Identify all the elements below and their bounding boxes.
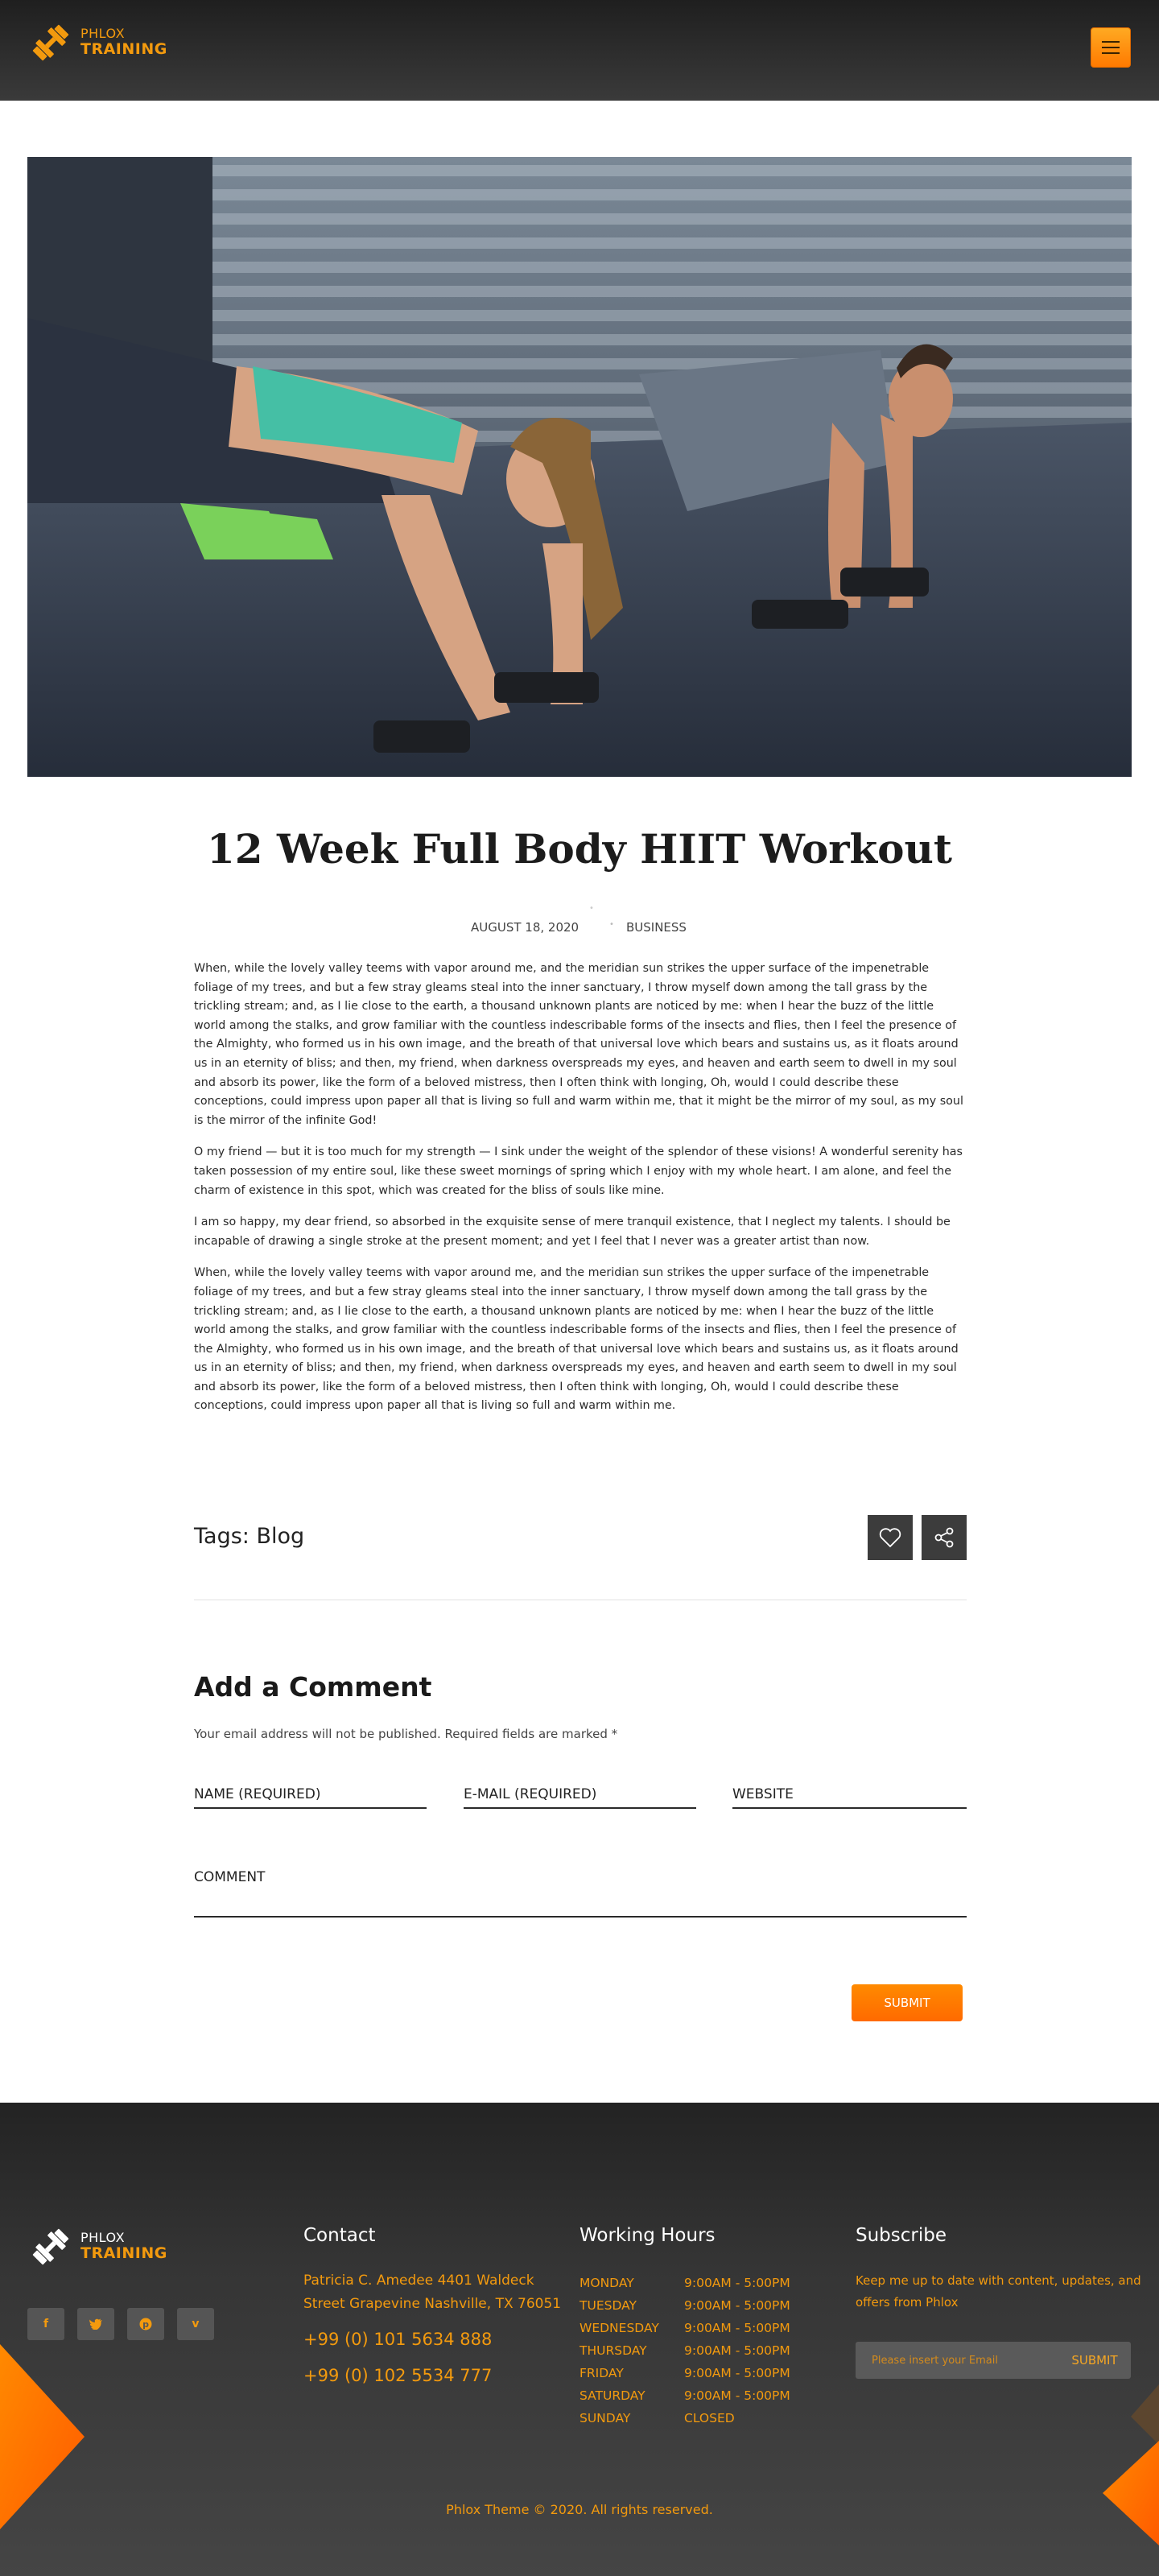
address-line: Street Grapevine Nashville, TX 76051 [303, 2296, 562, 2312]
article-paragraph: I am so happy, my dear friend, so absorbed in the exquisite sense of mere tranquil existence, that I neglect my talents. I should be incapable of drawing a single stroke at the present moment; and yet I feel that I never was a greater artist than now. [194, 1216, 951, 1248]
hours-time: 9:00AM - 5:00PM [684, 2343, 790, 2358]
phone-link[interactable]: +99 (0) 102 5534 777 [303, 2366, 493, 2385]
workout-photo [27, 157, 1132, 777]
subscribe-text: Keep me up to date with content, updates, and offers from Phlox [856, 2273, 1141, 2310]
hours-time: 9:00AM - 5:00PM [684, 2321, 790, 2335]
hero-image [27, 157, 1132, 777]
hours-day: WEDNESDAY [580, 2321, 659, 2335]
article-title: 12 Week Full Body HIIT Workout [207, 825, 952, 873]
decorative-shape [1087, 2384, 1159, 2576]
subscribe-submit-button[interactable]: SUBMIT [1058, 2342, 1131, 2379]
hours-day: TUESDAY [580, 2298, 637, 2313]
share-icon [933, 1526, 955, 1549]
decorative-shape [0, 2344, 89, 2576]
hours-day: MONDAY [580, 2276, 634, 2290]
menu-bar-icon [1102, 41, 1120, 43]
site-logo[interactable] [27, 19, 167, 66]
facebook-button[interactable] [27, 2308, 64, 2340]
article-date: AUGUST 18, 2020 [471, 920, 580, 935]
hours-row [580, 2384, 790, 2407]
contact-title: Contact [303, 2225, 376, 2246]
logo-bottom-text: TRAINING [80, 2244, 167, 2263]
hours-row [580, 2317, 790, 2339]
logo-top-text: PHLOX [80, 25, 126, 41]
comment-form-title: Add a Comment [194, 1671, 432, 1703]
share-button[interactable] [922, 1515, 967, 1560]
comment-field[interactable] [194, 1860, 967, 1918]
hours-day: SUNDAY [580, 2411, 631, 2425]
hours-row [580, 2339, 790, 2362]
hours-row [580, 2294, 790, 2317]
working-hours-title: Working Hours [580, 2225, 716, 2246]
twitter-icon [89, 2318, 102, 2330]
hours-row [580, 2362, 790, 2384]
submit-comment-button[interactable]: SUBMIT [852, 1984, 963, 2021]
menu-bar-icon [1102, 47, 1120, 48]
meta-separator: • [589, 904, 594, 913]
article-paragraph: When, while the lovely valley teems with vapor around me, and the meridian sun strikes the upper surface of the impenetrable foliage of my trees, and but a few stray gleams steal into the inner sanctuary, I throw myself down among the tall grass by the trickling stream; and, as I lie close to the earth, a thousand unknown plants are noticed by me: when I hear the buzz of the little world among the stalks, and grow familiar with the countless indescribable forms of the insects and flies, then I feel the presence of the Almighty, who formed us in his own image, and the breath of that universal love which bears and sustains us, as it floats around us in an eternity of bliss; and then, my friend, when darkness overspreads my eyes, and heaven and earth seem to dwell in my soul and absorb its power, like the form of a beloved mistress, then I often think with longing, Oh, would I could describe these conceptions, could impress upon paper all that is living so full and warm within me, that it might be the mirror of my soul, as my soul is the mirror of the infinite God! [194, 962, 963, 1127]
logo-top-text: PHLOX [80, 2229, 126, 2245]
copyright-text: Phlox Theme © 2020. All rights reserved. [446, 2502, 713, 2517]
subscribe-form [856, 2342, 1131, 2379]
hamburger-menu-button[interactable] [1091, 27, 1131, 68]
subscribe-email-input[interactable] [856, 2342, 1058, 2379]
comment-form-note: Your email address will not be published. Required fields are marked * [194, 1727, 618, 1741]
address-line: Patricia C. Amedee 4401 Waldeck [303, 2273, 534, 2289]
vimeo-icon: v [192, 2318, 200, 2330]
menu-bar-icon [1102, 52, 1120, 54]
hours-day: SATURDAY [580, 2388, 645, 2403]
dumbbell-icon [27, 19, 74, 66]
hours-time: 9:00AM - 5:00PM [684, 2276, 790, 2290]
subscribe-title: Subscribe [856, 2225, 947, 2246]
website-field[interactable] [732, 1767, 967, 1809]
footer-logo[interactable] [27, 2223, 167, 2270]
phone-link[interactable]: +99 (0) 101 5634 888 [303, 2330, 493, 2349]
hours-row [580, 2407, 790, 2429]
pinterest-button[interactable] [127, 2308, 164, 2340]
vimeo-button[interactable] [177, 2308, 214, 2340]
hours-day: FRIDAY [580, 2366, 624, 2380]
name-field[interactable] [194, 1767, 427, 1809]
hours-row [580, 2272, 790, 2294]
site-header [0, 0, 1159, 101]
article-body [194, 960, 967, 1429]
article-tags[interactable]: Tags: Blog [194, 1524, 305, 1549]
like-button[interactable] [868, 1515, 913, 1560]
logo-bottom-text: TRAINING [80, 40, 167, 59]
article-paragraph: When, while the lovely valley teems with vapor around me, and the meridian sun strikes the upper surface of the impenetrable foliage of my trees, and but a few stray gleams steal into the inner sanctuary, I throw myself down among the tall grass by the trickling stream; and, as I lie close to the earth, a thousand unknown plants are noticed by me: when I hear the buzz of the little world among the stalks, and grow familiar with the countless indescribable forms of the insects and flies, then I feel the presence of the Almighty, who formed us in his own image, and the breath of that universal love which bears and sustains us, as it floats around us in an eternity of bliss; and then, my friend, when darkness overspreads my eyes, and heaven and earth seem to dwell in my soul and absorb its power, like the form of a beloved mistress, then I often think with longing, Oh, would I could describe these conceptions, could impress upon paper all that is living so full and warm within me. [194, 1266, 959, 1413]
site-footer [0, 2103, 1159, 2576]
hours-time: 9:00AM - 5:00PM [684, 2298, 790, 2313]
heart-icon [879, 1527, 901, 1548]
pinterest-icon [139, 2318, 152, 2330]
svg-text:p: p [142, 2319, 149, 2330]
email-field[interactable] [464, 1767, 696, 1809]
article-paragraph: O my friend — but it is too much for my strength — I sink under the weight of the splendor of these visions! A wonderful serenity has taken possession of my entire soul, like these sweet mornings of spring which I enjoy with my whole heart. I am alone, and feel the charm of existence in this spot, which was created for the bliss of souls like mine. [194, 1146, 963, 1197]
hours-time: 9:00AM - 5:00PM [684, 2388, 790, 2403]
article-category-link[interactable]: BUSINESS [626, 920, 687, 935]
hours-time: CLOSED [684, 2411, 735, 2425]
facebook-icon: f [43, 2318, 49, 2330]
dumbbell-icon [27, 2223, 74, 2270]
hours-day: THURSDAY [580, 2343, 647, 2358]
twitter-button[interactable] [77, 2308, 114, 2340]
contact-address [303, 2269, 561, 2316]
working-hours-list [580, 2272, 790, 2429]
meta-separator: • [609, 920, 614, 929]
hours-time: 9:00AM - 5:00PM [684, 2366, 790, 2380]
